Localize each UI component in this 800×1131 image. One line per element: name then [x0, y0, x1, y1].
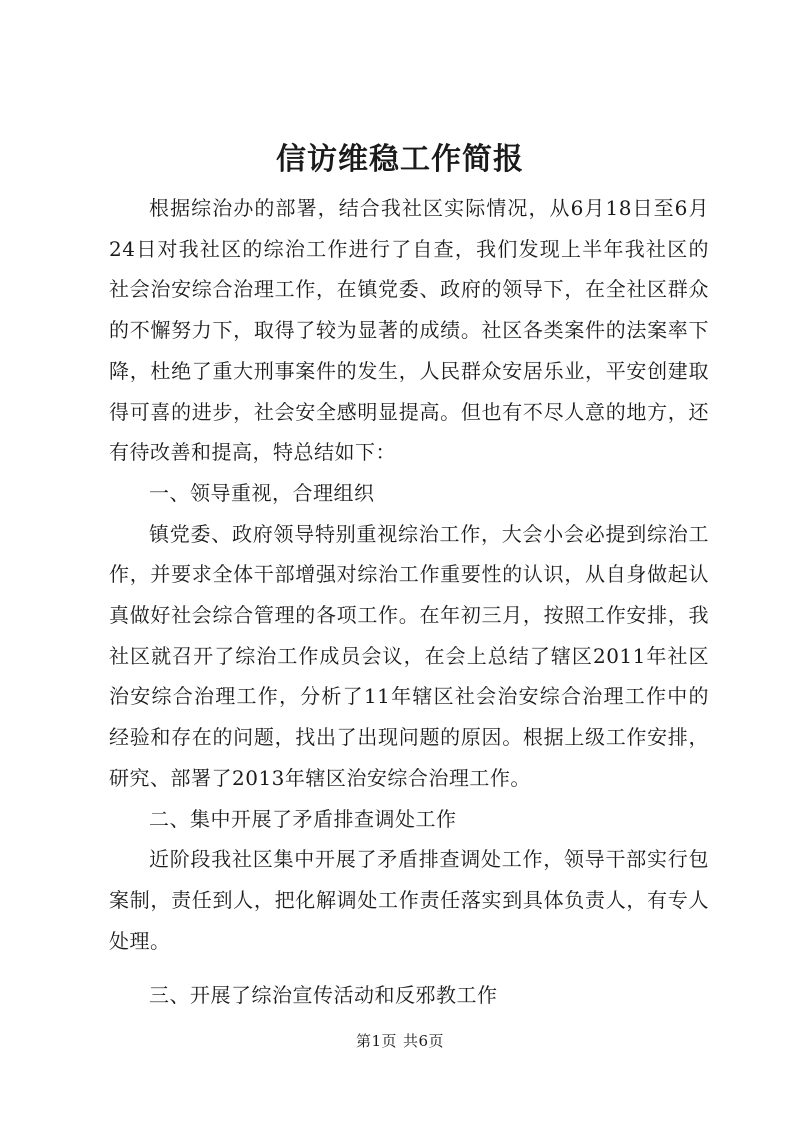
section-heading-3: 三、开展了综治宣传活动和反邪教工作 [149, 983, 498, 1008]
document-title: 信访维稳工作简报 [276, 142, 524, 177]
document-body [109, 188, 709, 1016]
section-2-paragraph: 近阶段我社区集中开展了矛盾排查调处工作，领导干部实行包案制，责任到人，把化解调处工作责任落实到具体负责人，有专人处理。 [109, 847, 709, 953]
page-total: 共6页 [403, 1032, 445, 1050]
page-number: 第1页 [355, 1032, 397, 1050]
paragraph-spacer [109, 961, 709, 975]
section-heading-2: 二、集中开展了矛盾排查调处工作 [149, 806, 457, 831]
page-footer [0, 1031, 800, 1051]
section-heading-1: 一、领导重视，合理组织 [149, 480, 375, 505]
intro-paragraph: 根据综治办的部署，结合我社区实际情况，从6月18日至6月24日对我社区的综治工作进行了自查，我们发现上半年我社区的社会治安综合治理工作，在镇党委、政府的领导下，在全社区群众的不懈努力下，取得了较为显著的成绩。社区各类案件的法案率下降，杜绝了重大刑事案件的发生，人民群众安居乐业，平安创建取得可喜的进步，社会安全感明显提高。但也有不尽人意的地方，还有待改善和提高，特总结如下： [109, 196, 709, 465]
section-1-paragraph: 镇党委、政府领导特别重视综治工作，大会小会必提到综治工作，并要求全体干部增强对综治工作重要性的认识，从自身做起认真做好社会综合管理的各项工作。在年初三月，按照工作安排，我社区就召开了综治工作成员会议，在会上总结了辖区2011年社区治安综合治理工作，分析了11年辖区社会治安综合治理工作中的经验和存在的问题，找出了出现问题的原因。根据上级工作安排，研究、部署了2013年辖区治安综合治理工作。 [109, 521, 709, 790]
